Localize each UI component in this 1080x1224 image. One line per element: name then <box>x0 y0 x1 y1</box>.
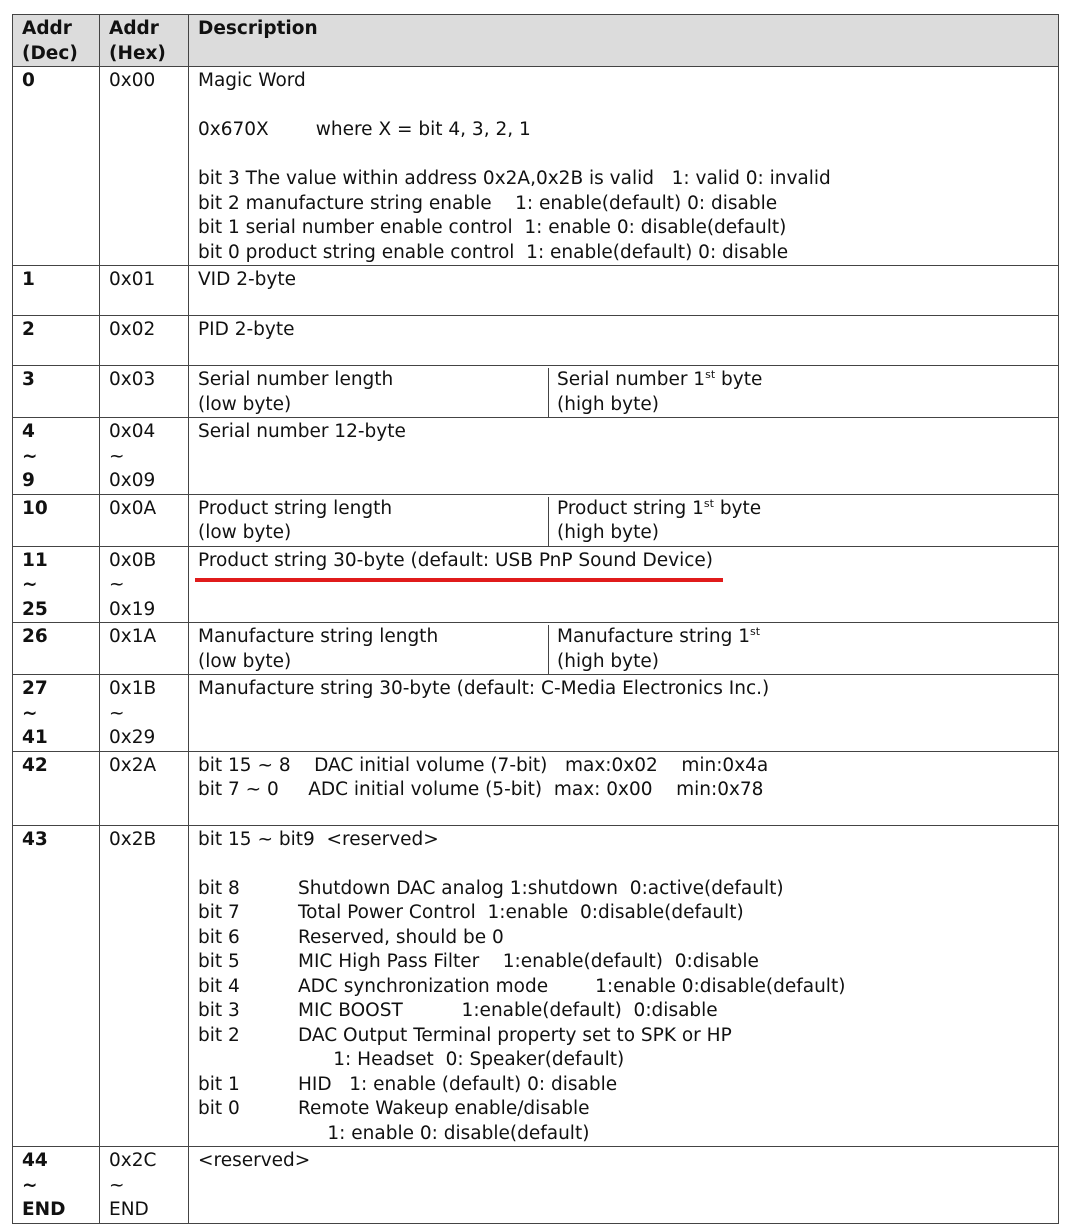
description: PID 2-byte <box>189 316 1059 366</box>
addr-hex: 0x04 ~ 0x09 <box>100 418 189 495</box>
high-byte-note: (high byte) <box>557 393 659 415</box>
highlighted-product-string: Product string 30-byte (default: USB PnP Sound Device) <box>198 549 713 574</box>
bit-row: bit 5 MIC High Pass Filter 1:enable(default) 0:disable <box>198 951 759 972</box>
desc-line: bit 2 manufacture string enable 1: enable(default) 0: disable <box>198 192 778 214</box>
bit-row: bit 3 MIC BOOST 1:enable(default) 0:disable <box>198 1000 718 1021</box>
header-addr-dec: Addr (Dec) <box>13 15 100 67</box>
row-product-length <box>13 494 1059 546</box>
addr-dec: 42 <box>13 751 100 825</box>
header-row <box>13 15 1059 67</box>
bit-row: bit 4 ADC synchronization mode 1:enable 0:disable(default) <box>198 975 846 997</box>
high-byte-note: (high byte) <box>557 522 659 543</box>
description <box>189 67 1059 266</box>
row-vid <box>13 266 1059 316</box>
row-serial-number <box>13 418 1059 495</box>
header-description: Description <box>189 15 1059 67</box>
bit-row: bit 2 DAC Output Terminal property set to SPK or HP <box>198 1024 732 1046</box>
high-byte-note: (high byte) <box>557 650 659 672</box>
bit-row: bit 8 Shutdown DAC analog 1:shutdown 0:active(default) <box>198 877 784 899</box>
addr-hex: 0x1B ~ 0x29 <box>100 675 189 752</box>
addr-hex: 0x2B <box>100 825 189 1147</box>
addr-hex: 0x1A <box>100 623 189 675</box>
bit-row: 1: enable 0: disable(default) <box>298 1122 590 1144</box>
low-byte-note: (low byte) <box>198 650 292 672</box>
bit-row: 1: Headset 0: Speaker(default) <box>298 1049 625 1070</box>
row-reserved-end <box>13 1147 1059 1224</box>
header-addr-hex: Addr (Hex) <box>100 15 189 67</box>
description <box>189 623 1059 675</box>
addr-dec: 43 <box>13 825 100 1147</box>
addr-dec: 0 <box>13 67 100 266</box>
addr-hex: 0x2A <box>100 751 189 825</box>
description: Manufacture string 30-byte (default: C-Media Electronics Inc.) <box>189 675 1059 752</box>
desc-line: bit 0 product string enable control 1: enable(default) 0: disable <box>198 241 789 263</box>
description <box>189 546 1059 623</box>
desc-line: bit 3 The value within address 0x2A,0x2B is valid 1: valid 0: invalid <box>198 168 831 189</box>
addr-hex: 0x00 <box>100 67 189 266</box>
low-byte-label: Manufacture string length <box>198 626 439 647</box>
bit-row: bit 0 Remote Wakeup enable/disable <box>198 1098 590 1119</box>
desc-line: bit 15 ~ 8 DAC initial volume (7-bit) max:0x02 min:0x4a <box>198 754 769 776</box>
low-byte-note: (low byte) <box>198 393 292 415</box>
bit-row: bit 6 Reserved, should be 0 <box>198 926 504 948</box>
description <box>189 751 1059 825</box>
addr-dec: 27 ~ 41 <box>13 675 100 752</box>
desc-line: bit 7 ~ 0 ADC initial volume (5-bit) max: 0x00 min:0x78 <box>198 779 764 800</box>
row-serial-length <box>13 366 1059 418</box>
addr-dec: 44 ~ END <box>13 1147 100 1224</box>
addr-dec: 11 ~ 25 <box>13 546 100 623</box>
addr-hex: 0x03 <box>100 366 189 418</box>
low-byte-label: Serial number length <box>198 369 394 390</box>
high-byte-label: Manufacture string 1st <box>557 624 761 647</box>
row-manufacture-length <box>13 623 1059 675</box>
addr-dec: 26 <box>13 623 100 675</box>
low-byte-label: Product string length <box>198 497 393 519</box>
addr-hex: 0x0B ~ 0x19 <box>100 546 189 623</box>
desc-line: Magic Word <box>198 70 306 91</box>
desc-line: bit 15 ~ bit9 <reserved> <box>198 828 439 850</box>
addr-dec: 4 ~ 9 <box>13 418 100 495</box>
high-byte-label: Product string 1st byte <box>557 496 762 519</box>
row-pid <box>13 316 1059 366</box>
description: Serial number 12-byte <box>189 418 1059 495</box>
bit-row: bit 1 HID 1: enable (default) 0: disable <box>198 1073 618 1095</box>
description <box>189 825 1059 1147</box>
row-magic-word <box>13 67 1059 266</box>
addr-dec: 2 <box>13 316 100 366</box>
eeprom-map-table <box>12 14 1059 1224</box>
description <box>189 494 1059 546</box>
addr-hex: 0x02 <box>100 316 189 366</box>
addr-dec: 10 <box>13 494 100 546</box>
row-initial-volume <box>13 751 1059 825</box>
description <box>189 366 1059 418</box>
description: <reserved> <box>189 1147 1059 1224</box>
description: VID 2-byte <box>189 266 1059 316</box>
addr-hex: 0x01 <box>100 266 189 316</box>
addr-hex: 0x2C ~ END <box>100 1147 189 1224</box>
row-config-bits <box>13 825 1059 1147</box>
high-byte-label: Serial number 1st byte <box>557 367 763 390</box>
desc-line: 0x670X where X = bit 4, 3, 2, 1 <box>198 119 531 140</box>
bit-row: bit 7 Total Power Control 1:enable 0:disable(default) <box>198 902 744 923</box>
addr-dec: 3 <box>13 366 100 418</box>
desc-line: bit 1 serial number enable control 1: enable 0: disable(default) <box>198 217 787 238</box>
addr-hex: 0x0A <box>100 494 189 546</box>
low-byte-note: (low byte) <box>198 522 292 543</box>
addr-dec: 1 <box>13 266 100 316</box>
row-product-string <box>13 546 1059 623</box>
row-manufacture-string <box>13 675 1059 752</box>
